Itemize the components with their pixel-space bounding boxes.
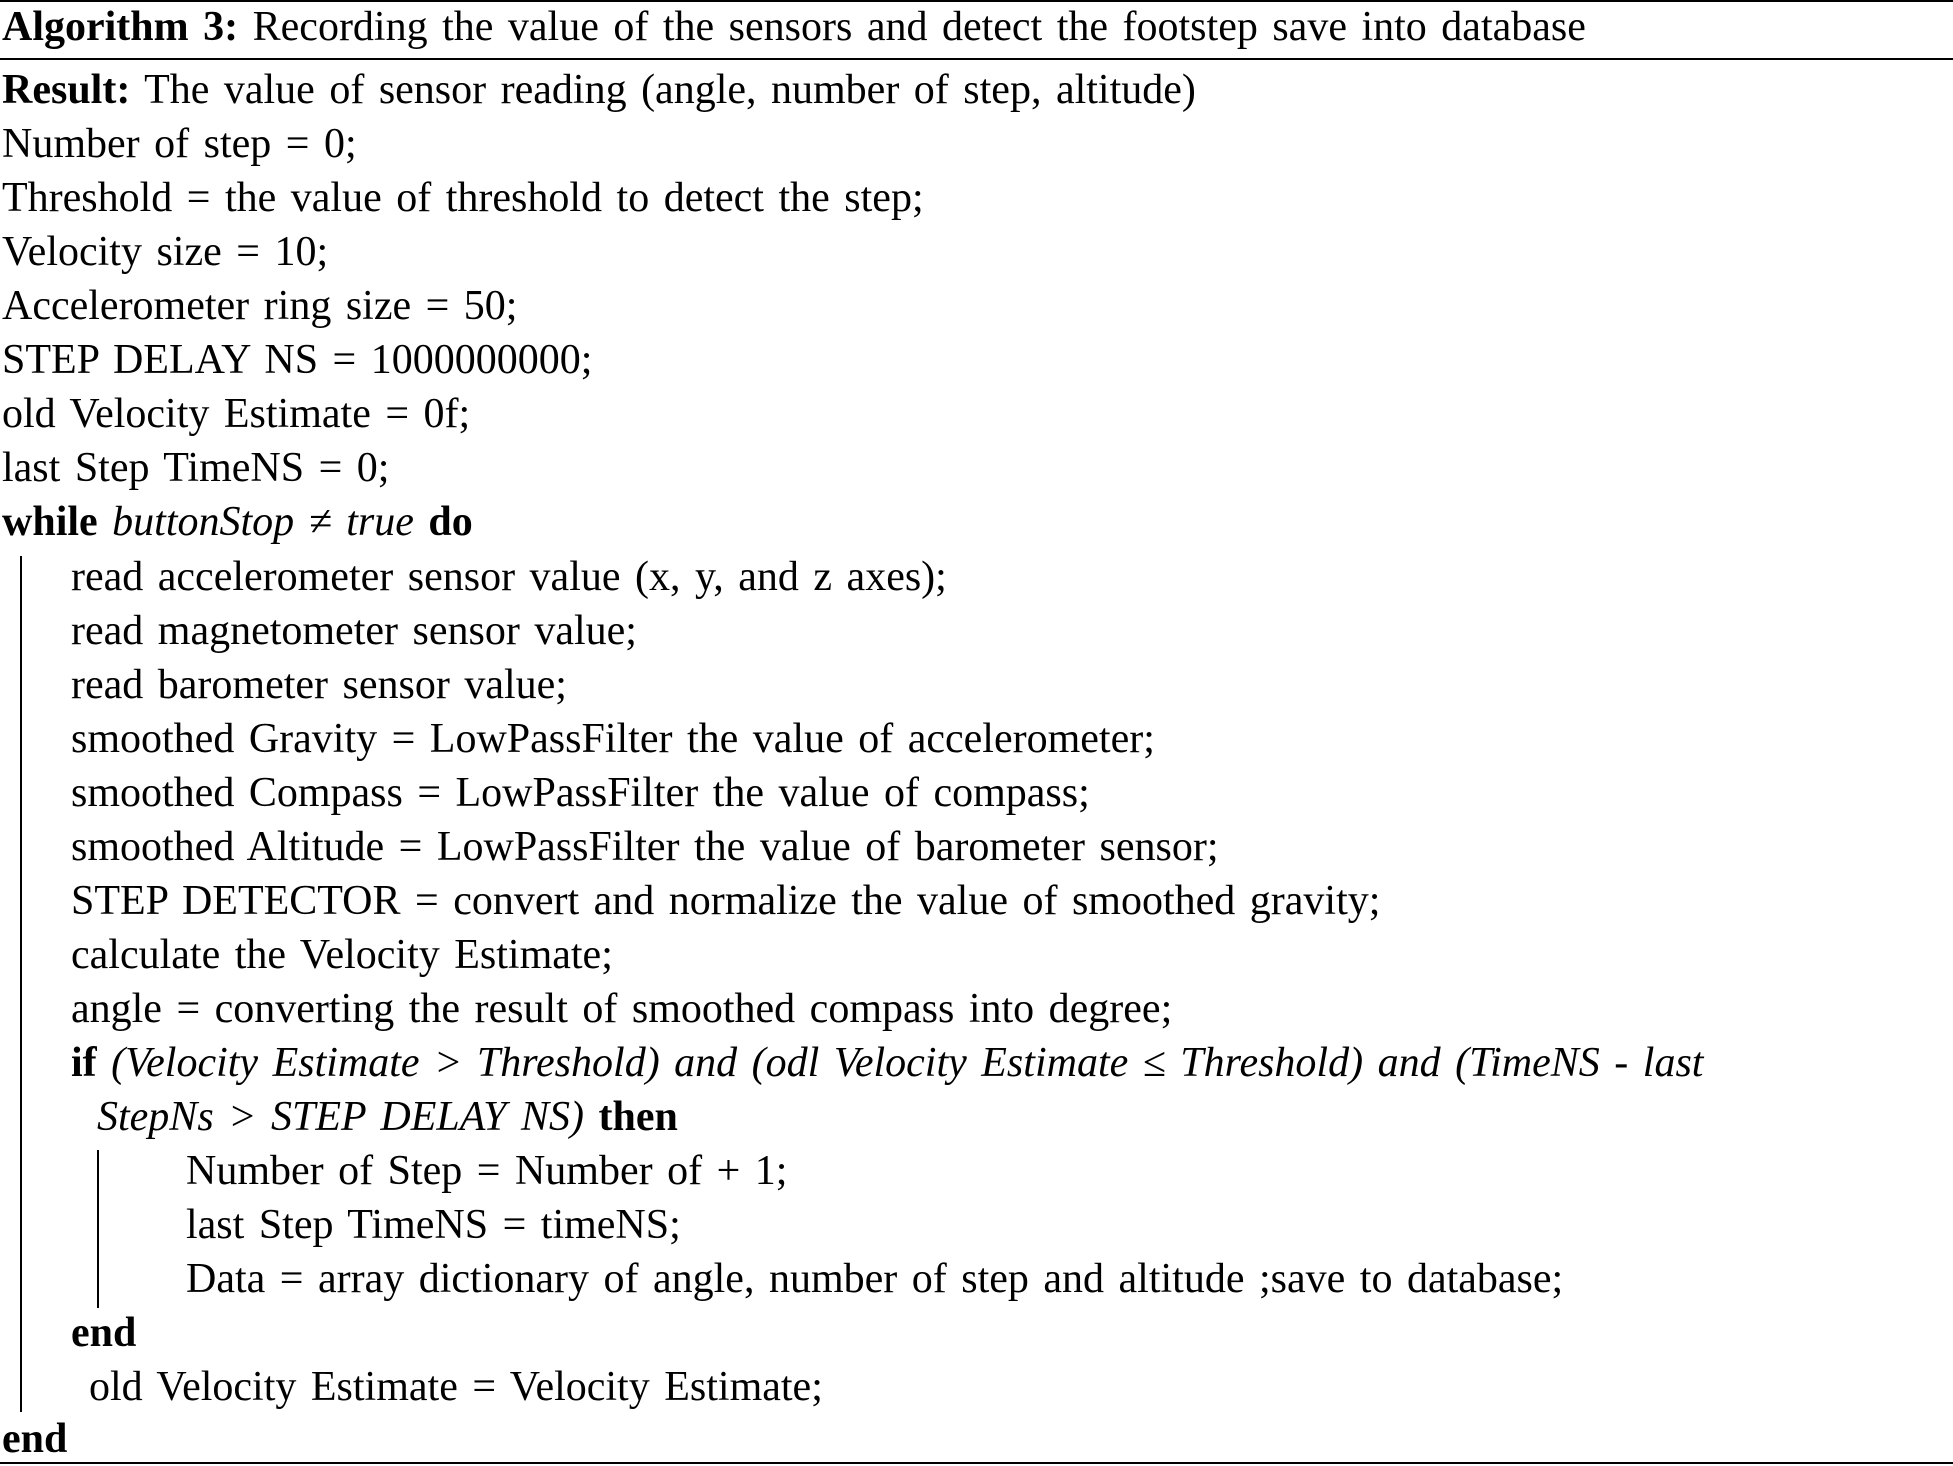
while-condition: buttonStop ≠ true [112, 499, 414, 545]
init-line: Accelerometer ring size = 50; [2, 283, 518, 329]
while-header [2, 495, 473, 549]
algorithm-label: Algorithm 3: [2, 4, 239, 50]
if-header-line1 [71, 1036, 1703, 1090]
result-keyword: Result: [2, 67, 131, 113]
init-line: STEP DELAY NS = 1000000000; [2, 337, 593, 383]
while-body-line: STEP DETECTOR = convert and normalize the value of smoothed gravity; [71, 878, 1381, 924]
do-keyword: do [428, 499, 473, 545]
if-end-keyword: end [71, 1310, 137, 1356]
result-line [2, 63, 1196, 117]
if-condition-part1: (Velocity Estimate > Threshold) and (odl Velocity Estimate ≤ Threshold) and (TimeNS [96, 1040, 1615, 1086]
while-body-line: smoothed Gravity = LowPassFilter the value of accelerometer; [71, 716, 1155, 762]
init-line: Threshold = the value of threshold to detect the step; [2, 175, 924, 221]
while-body-line: calculate the Velocity Estimate; [71, 932, 613, 978]
algorithm-caption [2, 0, 1586, 54]
while-body-line: read barometer sensor value; [71, 662, 567, 708]
while-body-line: smoothed Altitude = LowPassFilter the value of barometer sensor; [71, 824, 1219, 870]
init-line: Velocity size = 10; [2, 229, 329, 275]
init-line: Number of step = 0; [2, 121, 357, 167]
if-keyword: if [71, 1040, 97, 1086]
result-text: The value of sensor reading (angle, number of step, altitude) [144, 67, 1196, 113]
while-body-line: read magnetometer sensor value; [71, 608, 637, 654]
while-keyword: while [2, 499, 98, 545]
init-line: last Step TimeNS = 0; [2, 445, 390, 491]
then-keyword: then [598, 1094, 678, 1140]
if-condition-minus: - [1614, 1040, 1629, 1086]
algorithm-title: Recording the value of the sensors and detect the footstep save into database [252, 4, 1586, 50]
while-end-keyword: end [2, 1416, 68, 1462]
if-block-bar [97, 1150, 99, 1308]
caption-rule [0, 58, 1953, 60]
if-condition-part2: StepNs > STEP DELAY NS) [97, 1094, 599, 1140]
while-body-line: angle = converting the result of smoothed compass into degree; [71, 986, 1173, 1032]
if-body-line: last Step TimeNS = timeNS; [186, 1202, 681, 1248]
if-body-line: Number of Step = Number of + 1; [186, 1148, 788, 1194]
while-body-line: smoothed Compass = LowPassFilter the value of compass; [71, 770, 1090, 816]
init-line: old Velocity Estimate = 0f; [2, 391, 471, 437]
if-body-line: Data = array dictionary of angle, number of step and altitude ;save to database; [186, 1256, 1564, 1302]
if-condition-last: last [1628, 1040, 1704, 1086]
if-header-line2 [97, 1090, 678, 1144]
while-body-line: read accelerometer sensor value (x, y, and z axes); [71, 554, 947, 600]
bottom-rule [0, 1462, 1953, 1464]
while-block-bar [20, 556, 22, 1412]
after-if-line: old Velocity Estimate = Velocity Estimate; [89, 1364, 823, 1410]
